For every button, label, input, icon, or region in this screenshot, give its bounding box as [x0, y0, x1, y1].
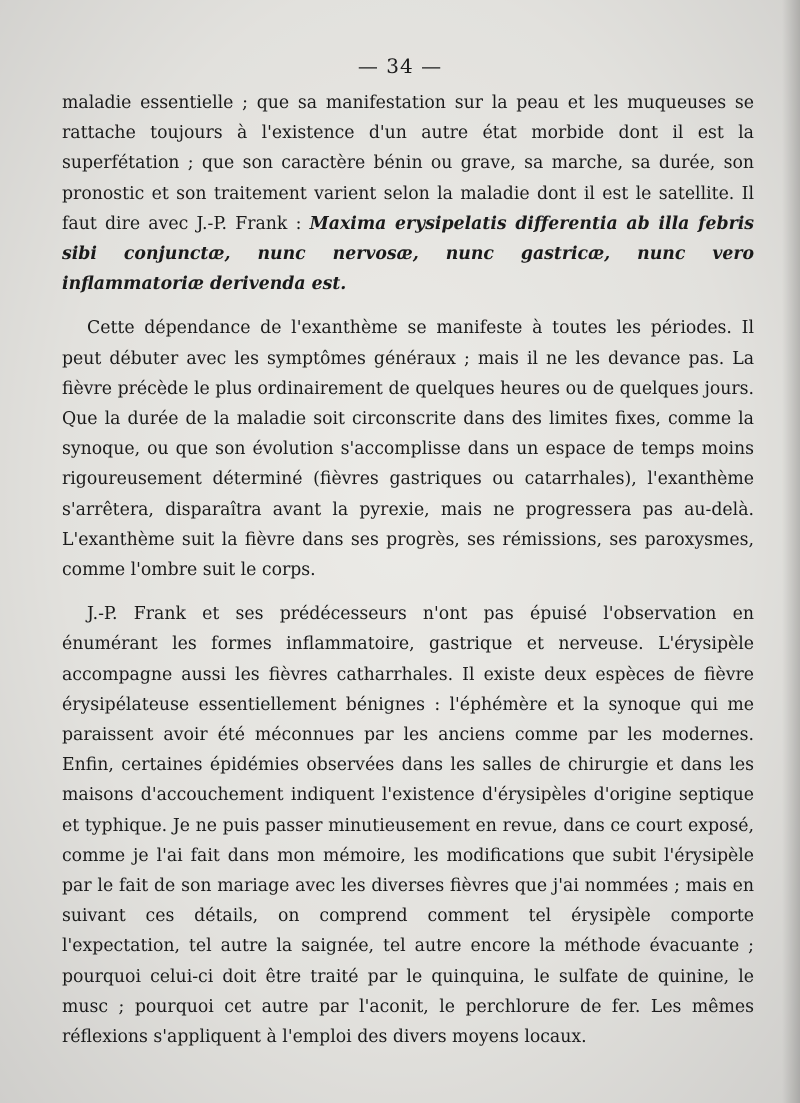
latin-quote: Maxima erysipelatis differentia ab illa febris sibi conjunctæ, nunc nervosæ, nunc gastricæ, nunc vero inflammatoriæ derivenda est.	[62, 213, 754, 295]
paragraph-3: J.-P. Frank et ses prédécesseurs n'ont pas épuisé l'observation en énumérant les formes inflammatoire, gastrique et nerveuse. L'érysipèle accompagne aussi les fièvres catharrhales. Il existe deux espèces de fièvre érysipélateuse essentiellement bénignes : l'éphémère et la synoque qui me paraissent avoir été méconnues par les anciens comme par les modernes. Enfin, certaines épidémies observées dans les salles de chirurgie et dans les maisons d'accouchement indiquent l'existence d'érysipèles d'origine septique et typhique. Je ne puis passer minutieusement en revue, dans ce court exposé, comme je l'ai fait dans mon mémoire, les modifications que subit l'érysipèle par le fait de son mariage avec les diverses fièvres que j'ai nommées ; mais en suivant ces détails, on comprend comment tel érysipèle comporte l'expectation, tel autre la saignée, tel autre encore la méthode évacuante ; pourquoi celui-ci doit être traité par le quinquina, le sulfate de quinine, le musc ; pourquoi cet autre par l'aconit, le perchlorure de fer. Les mêmes réflexions s'appliquent à l'emploi des divers moyens locaux.	[62, 604, 754, 1048]
page-number: — 34 —	[357, 54, 443, 78]
paragraph-1	[62, 88, 754, 299]
paragraph-2: Cette dépendance de l'exanthème se manifeste à toutes les périodes. Il peut débuter avec les symptômes généraux ; mais il ne les devance pas. La fièvre précède le plus ordinairement de quelques heures ou de quelques jours. Que la durée de la maladie soit circonscrite dans des limites fixes, comme la synoque, ou que son évolution s'accomplisse dans un espace de temps moins rigoureusement déterminé (fièvres gastriques ou catarrhales), l'exanthème s'arrêtera, disparaîtra avant la pyrexie, mais ne progressera pas au-delà. L'exanthème suit la fièvre dans ses progrès, ses rémissions, ses paroxysmes, comme l'ombre suit le corps.	[62, 318, 754, 581]
paragraph-1-text: maladie essentielle ; que sa manifestation sur la peau et les muqueuses se rattache toujours à l'existence d'un autre état morbide dont il est la superfétation ; que son caractère bénin ou grave, sa marche, sa durée, son pronostic et son traitement varient selon la maladie dont il est le satellite. Il faut dire avec J.-P. Frank :	[62, 93, 754, 234]
body-text	[62, 88, 754, 1052]
page-edge-shadow	[782, 0, 800, 1103]
